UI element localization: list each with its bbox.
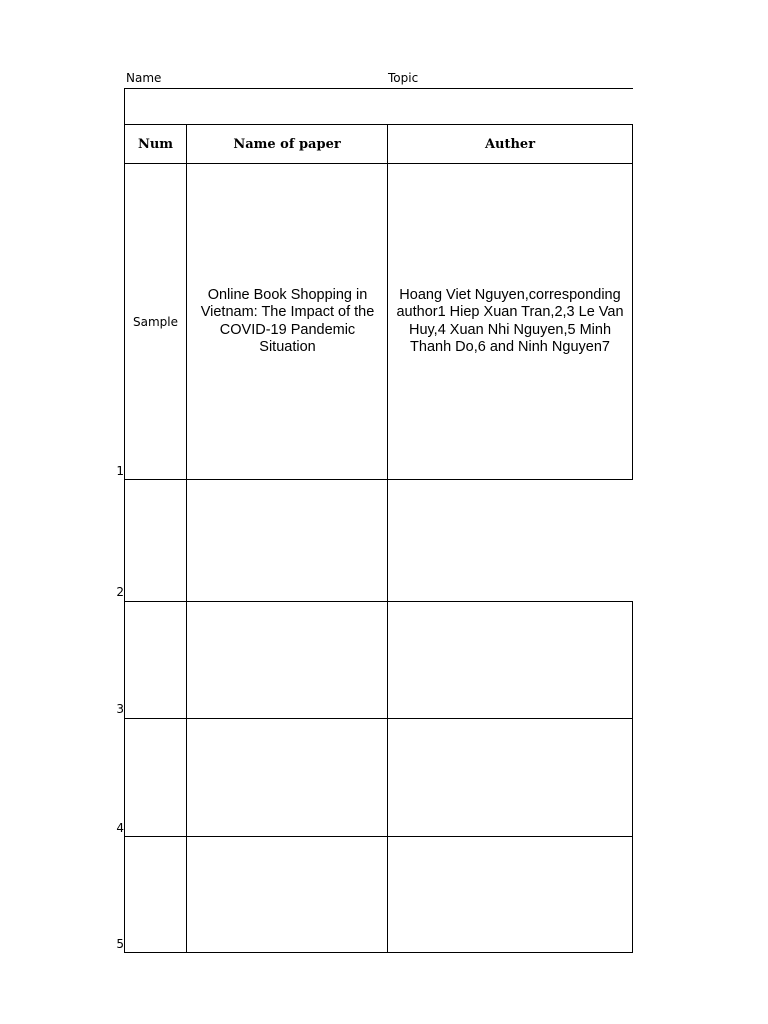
name-label: Name <box>126 71 162 85</box>
right-border-line-upper <box>632 124 633 480</box>
row-number: 4 <box>116 821 124 835</box>
row-3-paper-title <box>190 602 385 718</box>
topic-label: Topic <box>388 71 419 85</box>
right-border-line-lower <box>632 601 633 953</box>
column-header-paper: Name of paper <box>233 136 341 152</box>
column-header-author: Auther <box>484 136 536 152</box>
table-bottom-line <box>124 952 633 953</box>
row-2-paper-title <box>190 480 385 601</box>
top-border-line <box>124 88 633 89</box>
row-3-author <box>389 602 631 718</box>
num-column-divider <box>186 124 187 953</box>
row-1-author: Hoang Viet Nguyen,corresponding author1 Hiep Xuan Tran,2,3 Le Van Huy,4 Xuan Nhi Nguyen,5 Minh Thanh Do,6 and Ninh Nguyen7 <box>396 286 624 355</box>
row-4-paper-title <box>190 719 385 836</box>
column-header-num: Num <box>137 136 174 152</box>
row-1-paper-title: Online Book Shopping in Vietnam: The Impact of the COVID-19 Pandemic Situation <box>200 286 375 355</box>
row-number: 1 <box>116 464 124 478</box>
row-number: 3 <box>116 702 124 716</box>
row-number: 2 <box>116 585 124 599</box>
row-1-sample-label: Sample <box>133 314 178 329</box>
row-5-author <box>389 837 631 952</box>
row-5-paper-title <box>190 837 385 952</box>
paper-column-divider <box>387 124 388 953</box>
row-2-author <box>389 480 631 601</box>
row-4-author <box>389 719 631 836</box>
row-number: 5 <box>116 937 124 951</box>
